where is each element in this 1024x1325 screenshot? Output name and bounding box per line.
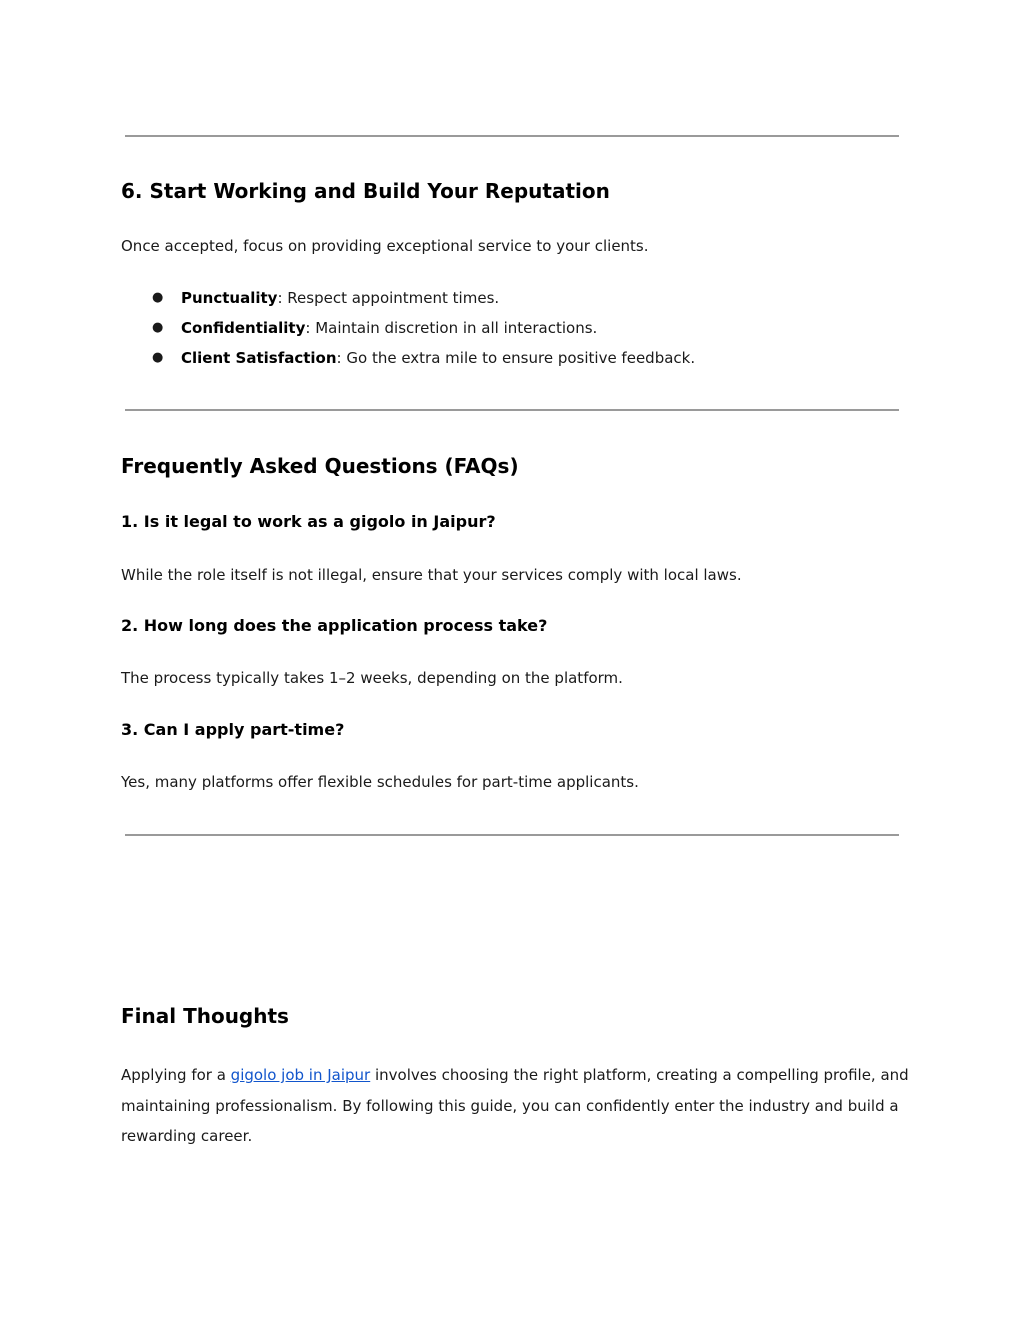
list-item [121, 317, 695, 347]
bullet-icon: ● [152, 290, 164, 305]
bullet-term: Confidentiality [181, 319, 306, 337]
bullet-text: : Go the extra mile to ensure positive feedback. [336, 349, 696, 367]
section-6-intro: Once accepted, focus on providing exceptional service to your clients. [121, 237, 649, 255]
divider-middle [125, 409, 899, 411]
divider-bottom [125, 834, 899, 836]
reputation-bullet-list [121, 287, 695, 377]
bullet-term: Client Satisfaction [181, 349, 337, 367]
bullet-text: : Maintain discretion in all interactions. [305, 319, 598, 337]
list-item [121, 287, 695, 317]
list-item [121, 347, 695, 377]
faq-question-1: 1. Is it legal to work as a gigolo in Jaipur? [121, 512, 496, 531]
divider-top [125, 135, 899, 137]
faq-answer-1: While the role itself is not illegal, ensure that your services comply with local laws. [121, 566, 742, 584]
section-6-heading: 6. Start Working and Build Your Reputation [121, 179, 610, 203]
final-text-after-link: involves choosing the right platform, creating a compelling profile, and maintaining professionalism. By following this guide, you can confidently enter the industry and build a rewarding career. [121, 1066, 909, 1145]
bullet-icon: ● [152, 320, 164, 335]
bullet-icon: ● [152, 350, 164, 365]
final-thoughts-paragraph [121, 1060, 911, 1152]
faq-question-3: 3. Can I apply part-time? [121, 720, 345, 739]
faq-answer-2: The process typically takes 1–2 weeks, depending on the platform. [121, 669, 623, 687]
faq-question-2: 2. How long does the application process take? [121, 616, 548, 635]
bullet-term: Punctuality [181, 289, 278, 307]
faq-heading: Frequently Asked Questions (FAQs) [121, 454, 519, 478]
bullet-text: : Respect appointment times. [277, 289, 500, 307]
final-text-before-link: Applying for a [121, 1066, 231, 1084]
faq-answer-3: Yes, many platforms offer flexible schedules for part-time applicants. [121, 773, 639, 791]
gigolo-job-link[interactable]: gigolo job in Jaipur [230, 1066, 371, 1084]
final-thoughts-heading: Final Thoughts [121, 1004, 289, 1028]
